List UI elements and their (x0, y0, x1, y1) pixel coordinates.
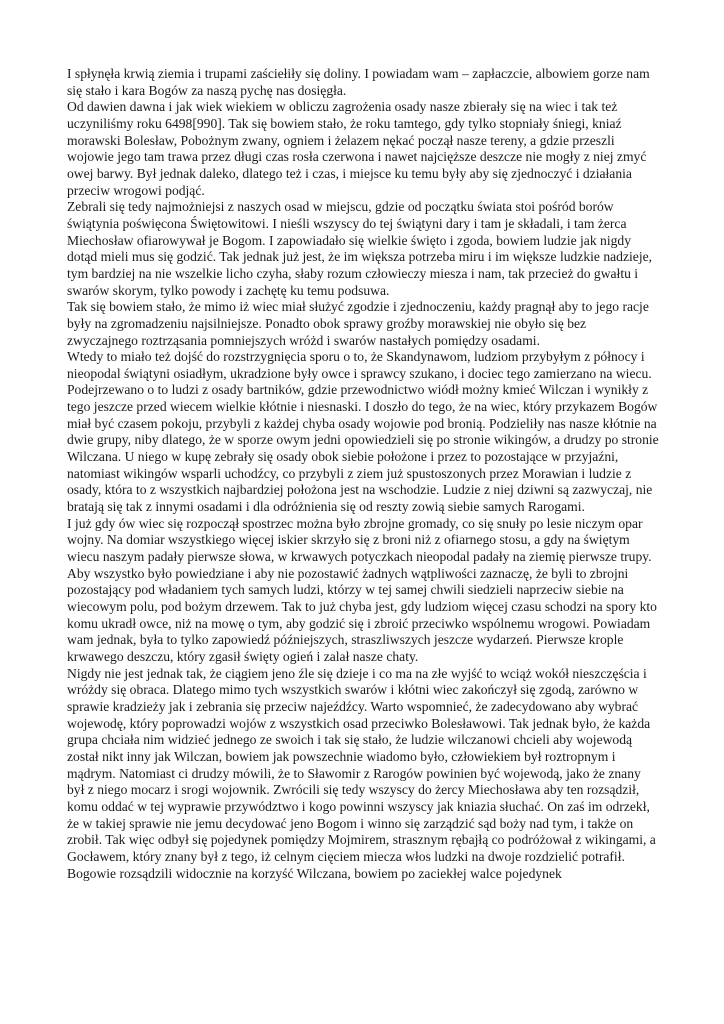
paragraph-2: Od dawien dawna i jak wiek wiekiem w obliczu zagrożenia osady nasze zbierały się na wiec i tak też uczyniliśmy roku 6498[990]. Tak się bowiem stało, że roku tamtego, gdy tylko stopniały śniegi, kniaź morawski Bolesław, Pobożnym zwany, ogniem i żelazem nękać począł nasze tereny, a gdzie przeszli wojowie jego tam trawa przez długi czas rosła czerwona i nawet najcięższe deszcze nie mogły z niej zmyć owej barwy. Był jednak daleko, dlatego też i czas, i miejsce ku temu były aby się zjednoczyć i działania przeciw wrogowi podjąć. (67, 99, 647, 198)
paragraph-3: Zebrali się tedy najmożniejsi z naszych osad w miejscu, gdzie od początku świata stoi pośród borów świątynia poświęcona Świętowitowi. I nieśli wszyscy do tej świątyni dary i tam je składali, i tam żerca Miechosław ofiarowywał je Bogom. I zapowiadało się wielkie święto i zgoda, bowiem ludzie jak nigdy dotąd mieli mus się godzić. Tak jednak już jest, że im większa potrzeba miru i im większe ludzkie nadzieje, tym bardziej na nie wszelkie licho czyha, słaby rozum człowieczy miesza i nam, tak przecież do gwałtu i swarów skorym, tylko powody i zachętę ku temu podsuwa. (67, 199, 653, 298)
paragraph-1: I spłynęła krwią ziemia i trupami zaściełiły się doliny. I powiadam wam – zapłaczcie, albowiem gorze nam się stało i kara Bogów za naszą pychę nas dosięgła. (67, 66, 650, 98)
paragraph-5: Wtedy to miało też dojść do rozstrzygnięcia sporu o to, że Skandynawom, ludziom przybyłym z północy i nieopodal świątyni osiadłym, ukradzione były owce i sprawcy szukano, i dociec tego zamierzano na wiecu. Podejrzewano o to ludzi z osady bartników, gdzie przewodnictwo wiódł możny kmieć Wilczan i wynikły z tego jeszcze przed wiecem wielkie kłótnie i niesnaski. I doszło do tego, że na wiec, który przykazem Bogów miał być czasem pokoju, przybyli z każdej chyba osady wojowie pod bronią. Podzieliły nas nasze kłótnie na dwie grupy, niby dlatego, że w sporze owym jedni opowiedzieli się po stronie wikingów, a drudzy po stronie Wilczana. U niego w kupę zebrały się osady obok siebie położone i przez to pozostające w przyjaźni, natomiast wikingów wsparli uchodźcy, co przybyli z ziem już spustoszonych przez Morawian i ludzie z osady, która to z wszystkich najbardziej położona jest na wschodzie. Ludzie z niej dziwni są zazwyczaj, nie bratają się tak z innymi osadami i dla odróżnienia się od reszty zowią siebie samych Rarogami. (67, 349, 659, 515)
paragraph-4: Tak się bowiem stało, że mimo iż wiec miał służyć zgodzie i zjednoczeniu, każdy pragnął aby to jego racje były na zgromadzeniu najsilniejsze. Ponadto obok sprawy groźby morawskiej nie obyło się bez zwyczajnego roztrząsania pomniejszych wróżd i swarów nastałych pomiędzy osadami. (67, 299, 649, 348)
paragraph-7: Nigdy nie jest jednak tak, że ciągiem jeno źle się dzieje i co ma na złe wyjść to wciąż wokół nieszczęścia i wróżdy się obraca. Dlatego mimo tych wszystkich swarów i kłótni wiec zakończył się zgodą, zarówno w sprawie kradzieży jak i zebrania się przeciw najeźdźcy. Warto wspomnieć, że zadecydowano aby wybrać wojewodę, który poprowadzi wojów z wszystkich osad przeciwko Bolesławowi. Tak jednak było, że każda grupa chciała nim widzieć jednego ze swoich i tak się stało, że ludzie wilczanowi chcieli aby wojewodą został nikt inny jak Wilczan, bowiem jak powszechnie wiadomo było, człowiekiem był roztropnym i mądrym. Natomiast ci drudzy mówili, że to Sławomir z Rarogów powinien być wojewodą, jako że znany był z niego mocarz i srogi wojownik. Zwrócili się tedy wszyscy do żercy Miechosława aby ten rozsądził, komu oddać w tej wyprawie przywództwo i kogo powinni wszyscy jak kniazia słuchać. On zaś im odrzekł, że w takiej sprawie nie jemu decydować jeno Bogom i winno się zarządzić sąd boży nad tym, i także on zrobił. Tak więc odbył się pojedynek pomiędzy Mojmirem, strasznym rębajłą co podróżował z wikingami, a Gocławem, który znany był z tego, iż celnym cięciem miecza włos ludzki na dwoje rozdzielić potrafił. Bogowie rozsądzili widocznie na korzyść Wilczana, bowiem po zaciekłej walce pojedynek (67, 665, 656, 881)
paragraph-6: I już gdy ów wiec się rozpoczął spostrzec można było zbrojne gromady, co się snuły po lesie niczym opar wojny. Na domiar wszystkiego więcej iskier skrzyło się z broni niż z ofiarnego stosu, a gdy na świętym wiecu naszym padały pierwsze słowa, w krwawych potyczkach nieopodal padały na ziemię pierwsze trupy. Aby wszystko było powiedziane i aby nie pozostawić żadnych wątpliwości zaznaczę, że byli to zbrojni pozostający pod władaniem tych samych ludzi, którzy w tej samej chwili siedzieli naprzeciw siebie na wiecowym polu, pod bożym drzewem. Tak to już chyba jest, gdy ludziom więcej czasu schodzi na spory kto komu ukradł owce, niż na mowę o tym, aby godzić się i zbroić przeciwko wspólnemu wrogowi. Powiadam wam jednak, była to tylko zapowiedź późniejszych, straszliwszych jeszcze wydarzeń. Pierwsze krople krwawego deszczu, który zgasił święty ogień i zalał nasze chaty. (67, 515, 657, 664)
document-page (67, 66, 659, 882)
